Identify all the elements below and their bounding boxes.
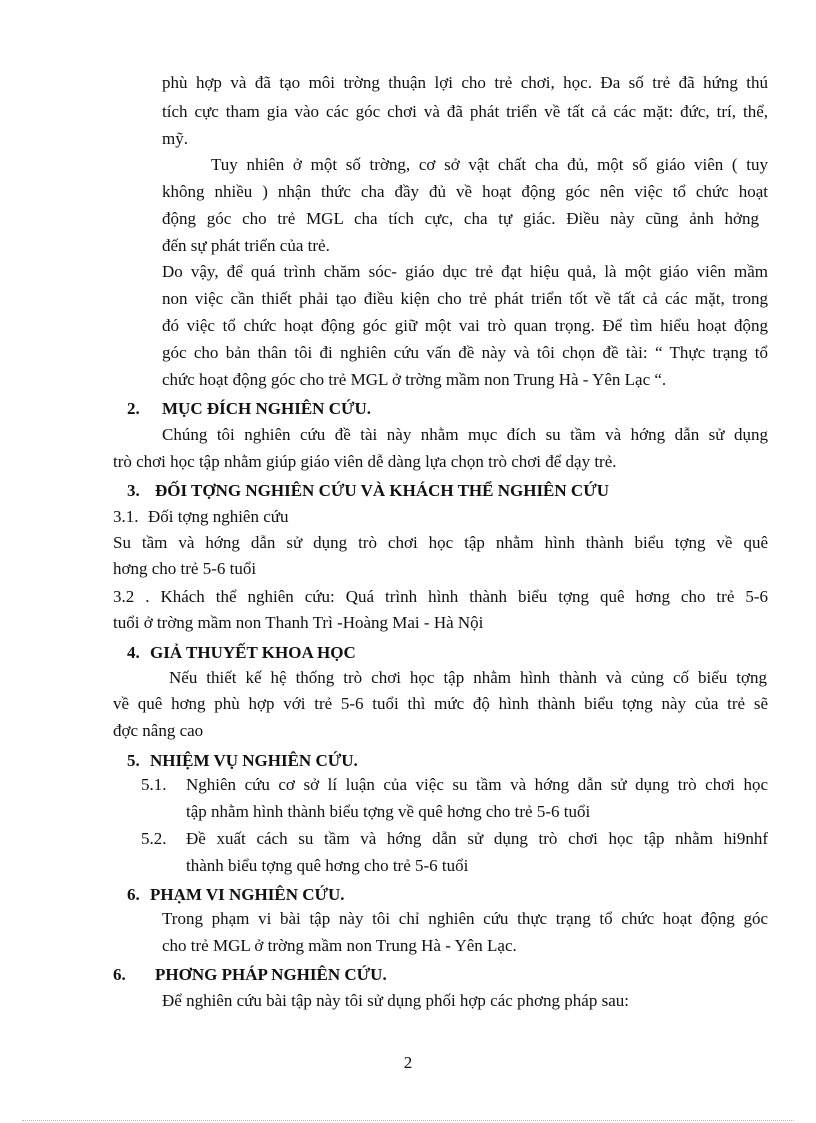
section-number: 4. (127, 643, 140, 662)
paragraph-line: thành biểu tợng quê hơng cho trẻ 5-6 tuổi (186, 856, 469, 875)
subsection-number: 5.1. (141, 775, 167, 794)
paragraph-line: về quê hơng phù hợp với trẻ 5-6 tuổi thì mức độ hình thành biểu tợng này của trẻ sẽ (113, 694, 768, 713)
paragraph-line: mỹ. (162, 129, 188, 148)
paragraph-line: Nếu thiết kế hệ thống trò chơi học tập nhằm hình thành và củng cố biểu tợng (169, 668, 767, 687)
section-number: 3. (127, 481, 140, 500)
paragraph-line: động góc cho trẻ MGL cha tích cực, cha tự giác. Điều này cũng ảnh hởng (162, 209, 759, 228)
page-number: 2 (403, 1053, 413, 1072)
paragraph-line: trò chơi học tập nhằm giúp giáo viên dễ dàng lựa chọn trò chơi để dạy trẻ. (113, 452, 617, 471)
paragraph-line: không nhiều ) nhận thức cha đầy đủ về hoạt động góc nên việc tổ chức hoạt (162, 182, 768, 201)
section-heading: MỤC ĐÍCH NGHIÊN CỨU. (162, 399, 372, 418)
paragraph-line: hơng cho trẻ 5-6 tuổi (113, 559, 257, 578)
paragraph-line: non việc cần thiết phải tạo điều kiện cho trẻ phát triển tốt về tất cả các mặt, trong (162, 289, 768, 308)
paragraph-line: Đề xuất cách su tầm và hớng dẫn sử dụng trò chơi học tập nhằm hi9nhf (186, 829, 768, 848)
section-heading: ĐỐI TỢNG NGHIÊN CỨU VÀ KHÁCH THỂ NGHIÊN CỨU (155, 481, 610, 500)
section-heading: NHIỆM VỤ NGHIÊN CỨU. (150, 751, 358, 770)
paragraph-line: phù hợp và đã tạo môi trờng thuận lợi cho trẻ chơi, học. Đa số trẻ đã hứng thú (162, 73, 768, 92)
paragraph-line: Su tầm và hớng dẫn sử dụng trò chơi học tập nhằm hình thành biểu tợng về quê (113, 533, 768, 552)
paragraph-line: chức hoạt động góc cho trẻ MGL ở trờng mầm non Trung Hà - Yên Lạc “. (162, 370, 667, 389)
subsection-number: 3.1. (113, 507, 139, 526)
section-heading: PHƠNG PHÁP NGHIÊN CỨU. (155, 965, 387, 984)
paragraph-line: Trong phạm vi bài tập này tôi chỉ nghiên cứu thực trạng tổ chức hoạt động góc (162, 909, 768, 928)
paragraph-line: đợc nâng cao (113, 721, 204, 740)
section-number: 2. (127, 399, 140, 418)
paragraph-line: tích cực tham gia vào các góc chơi và đã phát triển về tất cả các mặt: đức, trí, thể, (162, 102, 768, 121)
paragraph-line: tuổi ở trờng mầm non Thanh Trì -Hoàng Mai - Hà Nội (113, 613, 484, 632)
paragraph-line: Nghiên cứu cơ sở lí luận của việc su tầm và hớng dẫn sử dụng trò chơi học (186, 775, 768, 794)
paragraph-line: tập nhằm hình thành biểu tợng về quê hơng cho trẻ 5-6 tuổi (186, 802, 591, 821)
page-bottom-divider (22, 1120, 794, 1121)
paragraph-line: đến sự phát triển của trẻ. (162, 236, 330, 255)
section-number: 5. (127, 751, 140, 770)
paragraph-line: Tuy nhiên ở một số trờng, cơ sở vật chất cha đủ, một số giáo viên ( tuy (211, 155, 768, 174)
section-number: 6. (113, 965, 126, 984)
section-heading: PHẠM VI NGHIÊN CỨU. (150, 885, 345, 904)
paragraph-line: Do vậy, để quá trình chăm sóc- giáo dục trẻ đạt hiệu quả, là một giáo viên mầm (162, 262, 768, 281)
subsection-number: 5.2. (141, 829, 167, 848)
paragraph-line: cho trẻ MGL ở trờng mầm non Trung Hà - Yên Lạc. (162, 936, 517, 955)
section-heading: GIẢ THUYẾT KHOA HỌC (150, 643, 356, 662)
paragraph-line: Chúng tôi nghiên cứu đề tài này nhằm mục đích su tầm và hớng dẫn sử dụng (162, 425, 768, 444)
paragraph-line: đó việc tổ chức hoạt động góc giữ một vai trò quan trọng. Để tìm hiểu hoạt động (162, 316, 768, 335)
paragraph-line: Để nghiên cứu bài tập này tôi sử dụng phối hợp các phơng pháp sau: (162, 991, 629, 1010)
paragraph-line: 3.2 . Khách thể nghiên cứu: Quá trình hình thành biểu tợng quê hơng cho trẻ 5-6 (113, 587, 768, 606)
paragraph-line: góc cho bản thân tôi đi nghiên cứu vấn đề này và tôi chọn đề tài: “ Thực trạng tổ (162, 343, 768, 362)
section-number: 6. (127, 885, 140, 904)
subsection-title: Đối tợng nghiên cứu (148, 507, 289, 526)
